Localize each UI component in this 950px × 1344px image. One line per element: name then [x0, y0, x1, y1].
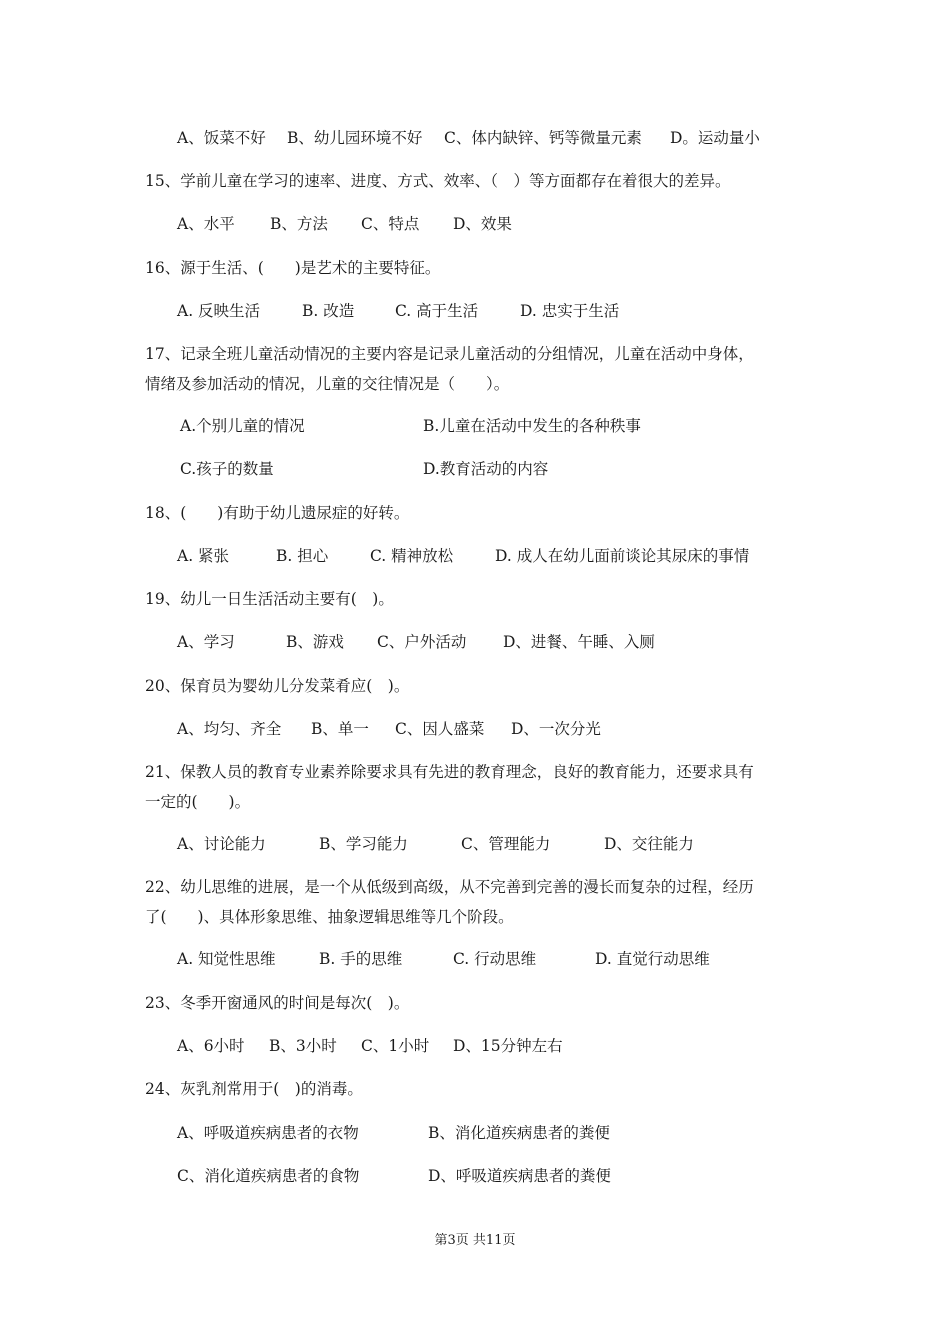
answer-option: B、幼儿园环境不好 — [287, 129, 423, 147]
question-text: 17、记录全班儿童活动情况的主要内容是记录儿童活动的分组情况，儿童在活动中身体， — [145, 345, 754, 363]
question-text: 一定的( )。 — [145, 793, 251, 811]
question-text: 22、幼儿思维的进展，是一个从低级到高级，从不完善到完善的漫长而复杂的过程，经历 — [145, 878, 754, 896]
answer-option: D. 直觉行动思维 — [595, 950, 710, 968]
answer-option: B、3小时 — [269, 1037, 337, 1055]
answer-option: A、水平 — [177, 215, 235, 233]
answer-option: C.孩子的数量 — [180, 460, 274, 478]
answer-option: B、方法 — [270, 215, 328, 233]
answer-option: C. 精神放松 — [370, 547, 454, 565]
answer-option: C. 高于生活 — [395, 302, 479, 320]
answer-option: D、一次分光 — [511, 720, 601, 738]
answer-option: C、户外活动 — [377, 633, 467, 651]
answer-option: C. 行动思维 — [453, 950, 537, 968]
answer-option: B、游戏 — [286, 633, 344, 651]
question-text: 21、保教人员的教育专业素养除要求具有先进的教育理念，良好的教育能力，还要求具有 — [145, 763, 754, 781]
answer-option: A. 紧张 — [177, 547, 230, 565]
answer-option: B. 改造 — [302, 302, 355, 320]
page-footer: 第3页 共11页 — [434, 1233, 516, 1248]
answer-option: D、进餐、午睡、入厕 — [503, 633, 655, 651]
question-text: 19、幼儿一日生活活动主要有( )。 — [145, 590, 394, 608]
answer-option: C、消化道疾病患者的食物 — [177, 1167, 360, 1185]
question-text: 了( )、具体形象思维、抽象逻辑思维等几个阶段。 — [145, 908, 514, 926]
question-text: 24、灰乳剂常用于( )的消毒。 — [145, 1080, 363, 1098]
answer-option: A、呼吸道疾病患者的衣物 — [177, 1124, 359, 1142]
answer-option: C、体内缺锌、钙等微量元素 — [444, 129, 642, 147]
answer-option: A、学习 — [177, 633, 235, 651]
question-text: 情绪及参加活动的情况，儿童的交往情况是（ ）。 — [145, 375, 510, 393]
answer-option: B、单一 — [311, 720, 369, 738]
answer-option: D.教育活动的内容 — [423, 460, 549, 478]
answer-option: B、消化道疾病患者的粪便 — [428, 1124, 610, 1142]
answer-option: B.儿童在活动中发生的各种秩事 — [423, 417, 641, 435]
answer-option: B. 担心 — [276, 547, 329, 565]
answer-option: B. 手的思维 — [319, 950, 403, 968]
question-text: 16、源于生活、( )是艺术的主要特征。 — [145, 259, 441, 277]
answer-option: C、1小时 — [361, 1037, 430, 1055]
answer-option: A. 知觉性思维 — [177, 950, 276, 968]
question-text: 20、保育员为婴幼儿分发菜肴应( )。 — [145, 677, 410, 695]
answer-option: D。运动量小 — [670, 129, 760, 147]
answer-option: A、饭菜不好 — [177, 129, 266, 147]
answer-option: D. 忠实于生活 — [520, 302, 620, 320]
answer-option: A.个别儿童的情况 — [180, 417, 305, 435]
answer-option: D、效果 — [453, 215, 512, 233]
answer-option: B、学习能力 — [319, 835, 408, 853]
answer-option: C、管理能力 — [461, 835, 551, 853]
question-text: 15、学前儿童在学习的速率、进度、方式、效率、（ ）等方面都存在着很大的差异。 — [145, 172, 731, 190]
answer-option: D. 成人在幼儿面前谈论其尿床的事情 — [495, 547, 750, 565]
question-text: 23、冬季开窗通风的时间是每次( )。 — [145, 994, 410, 1012]
answer-option: A、6小时 — [177, 1037, 245, 1055]
answer-option: A、讨论能力 — [177, 835, 266, 853]
answer-option: D、15分钟左右 — [453, 1037, 563, 1055]
answer-option: C、特点 — [361, 215, 420, 233]
answer-option: A. 反映生活 — [177, 302, 261, 320]
answer-option: A、均匀、齐全 — [177, 720, 282, 738]
question-text: 18、( )有助于幼儿遗尿症的好转。 — [145, 504, 410, 522]
answer-option: C、因人盛菜 — [395, 720, 485, 738]
answer-option: D、呼吸道疾病患者的粪便 — [428, 1167, 611, 1185]
answer-option: D、交往能力 — [604, 835, 694, 853]
